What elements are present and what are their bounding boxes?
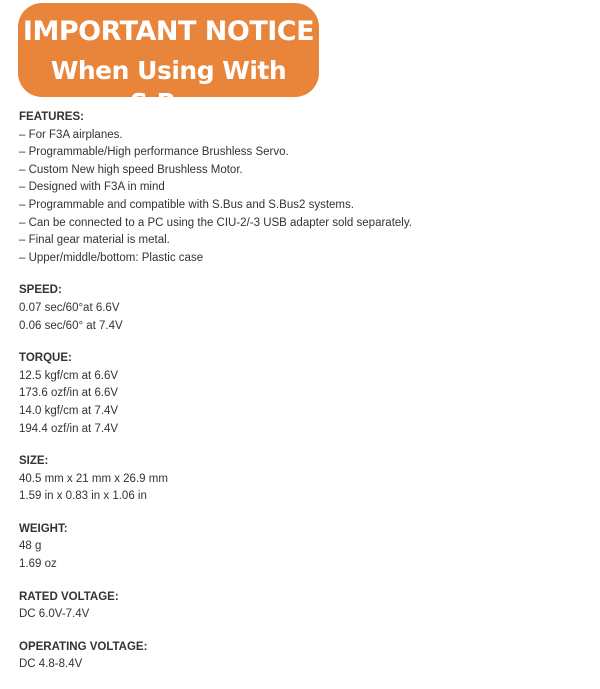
rated-voltage-heading: RATED VOLTAGE:: [19, 590, 119, 603]
operating-voltage-value: DC 4.8-8.4V: [19, 658, 83, 671]
features-heading: FEATURES:: [19, 111, 84, 123]
rated-voltage-section: [19, 589, 589, 624]
weight-value: 1.69 oz: [19, 558, 57, 571]
torque-value: 14.0 kgf/cm at 7.4V: [19, 404, 119, 417]
weight-section: [19, 521, 589, 574]
weight-value: 48 g: [19, 540, 42, 553]
size-value: 1.59 in x 0.83 in x 1.06 in: [19, 490, 147, 503]
torque-value: 173.6 ozf/in at 6.6V: [19, 387, 119, 400]
size-value: 40.5 mm x 21 mm x 26.9 mm: [19, 472, 168, 485]
feature-item: – Designed with F3A in mind: [19, 181, 165, 194]
features-section: [19, 109, 589, 267]
feature-item: – Upper/middle/bottom: Plastic case: [19, 251, 204, 264]
banner-title: IMPORTANT NOTICE: [22, 16, 315, 47]
feature-item: – Custom New high speed Brushless Motor.: [19, 163, 243, 176]
torque-section: [19, 350, 589, 438]
torque-heading: TORQUE:: [19, 352, 72, 365]
speed-section: [19, 282, 589, 335]
speed-value: 0.07 sec/60°at 6.6V: [19, 301, 120, 314]
speed-value: 0.06 sec/60° at 7.4V: [19, 319, 123, 332]
operating-voltage-section: [19, 639, 589, 674]
banner-subtitle: When Using With S.Bus: [50, 56, 287, 117]
feature-item: – Programmable/High performance Brushless Servo.: [19, 146, 289, 159]
spec-content: [19, 109, 589, 689]
feature-item: – Can be connected to a PC using the CIU-2/-3 USB adapter sold separately.: [19, 216, 412, 229]
speed-heading: SPEED:: [19, 284, 62, 297]
rated-voltage-value: DC 6.0V-7.4V: [19, 608, 90, 621]
torque-value: 194.4 ozf/in at 7.4V: [19, 422, 119, 435]
feature-item: – For F3A airplanes.: [19, 128, 123, 141]
torque-value: 12.5 kgf/cm at 6.6V: [19, 369, 119, 382]
weight-heading: WEIGHT:: [19, 522, 68, 535]
feature-item: – Final gear material is metal.: [19, 234, 170, 247]
operating-voltage-heading: OPERATING VOLTAGE:: [19, 640, 148, 653]
feature-item: – Programmable and compatible with S.Bus and S.Bus2 systems.: [19, 198, 354, 211]
size-heading: SIZE:: [19, 455, 49, 468]
size-section: [19, 453, 589, 506]
